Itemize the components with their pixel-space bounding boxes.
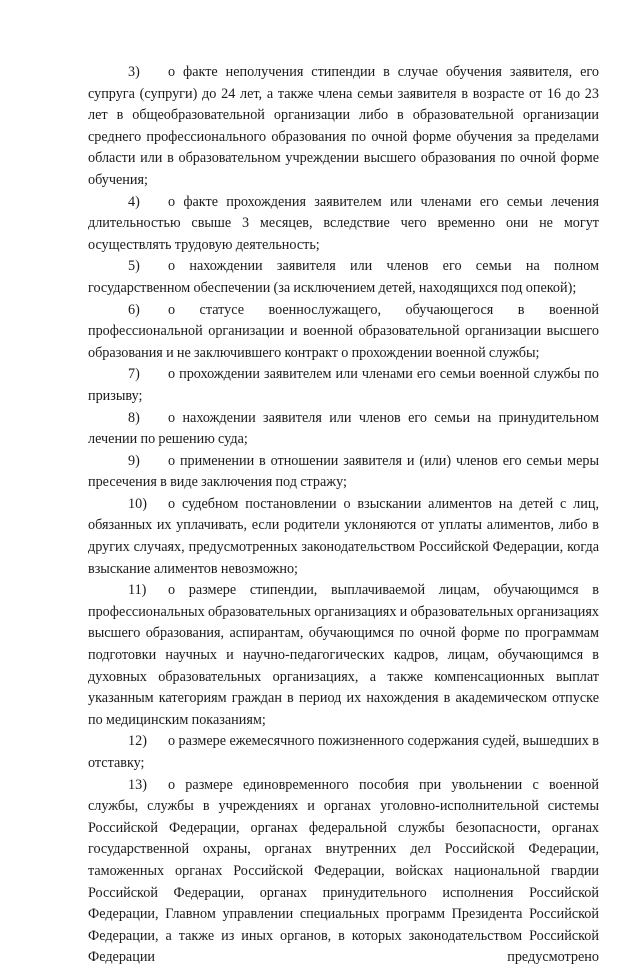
document-body <box>88 62 599 969</box>
item-number: 5) <box>128 258 140 275</box>
item-text: о размере стипендии, выплачиваемой лицам, обучающимся в профессиональных образовательных организациях и образовательных организациях высшего образования, аспирантам, обучающимся по очной форме по программам подготовки научных и научно-педагогических кадров, лицам, обучающимся в духовных образовательных организациях, а также компенсационных выплат указанным категориям граждан в период их нахождения в академическом отпуске по медицинским показаниям; <box>88 582 599 728</box>
item-text: о статусе военнослужащего, обучающегося в военной профессиональной организации и военной образовательной организации высшего образования и не заключившего контракт о прохождении военной службы; <box>88 301 599 361</box>
item-number: 11) <box>128 582 147 599</box>
list-item <box>88 408 599 451</box>
item-number: 12) <box>128 733 147 750</box>
item-text: о нахождении заявителя или членов его семьи на полном государственном обеспечении (за исключением детей, находящихся под опекой); <box>88 258 599 296</box>
item-number: 9) <box>128 452 140 469</box>
item-number: 6) <box>128 301 140 318</box>
item-number: 4) <box>128 193 140 210</box>
item-text: о прохождении заявителем или членами его семьи военной службы по призыву; <box>88 366 599 404</box>
item-text: о судебном постановлении о взыскании алиментов на детей с лиц, обязанных их уплачивать, если родители уклоняются от уплаты алиментов, либо в других случаях, предусмотренных законодательством Российской Федерации, когда взыскание алиментов невозможно; <box>88 495 599 577</box>
list-item <box>88 62 599 192</box>
list-item <box>88 256 599 299</box>
item-text: о факте неполучения стипендии в случае обучения заявителя, его супруга (супруги) до 24 лет, а также члена семьи заявителя в возрасте от 16 до 23 лет в общеобразовательной организации либо в образовательной организации среднего профессионального образования по очной форме обучения за пределами области или в образовательном учреждении высшего образования по очной форме обучения; <box>88 64 599 188</box>
list-item <box>88 775 599 969</box>
item-number: 10) <box>128 495 147 512</box>
item-text: о факте прохождения заявителем или членами его семьи лечения длительностью свыше 3 месяцев, вследствие чего временно они не могут осуществлять трудовую деятельность; <box>88 193 599 253</box>
item-number: 3) <box>128 64 140 80</box>
list-item <box>88 192 599 257</box>
item-number: 8) <box>128 409 140 426</box>
item-text: о размере ежемесячного пожизненного содержания судей, вышедших в отставку; <box>88 733 599 771</box>
list-item <box>88 494 599 580</box>
list-item <box>88 731 599 774</box>
list-item <box>88 300 599 365</box>
item-text: о нахождении заявителя или членов его семьи на принудительном лечении по решению суда; <box>88 409 599 448</box>
list-item <box>88 451 599 494</box>
item-text: о размере единовременного пособия при увольнении с военной службы, службы в учреждениях и органах уголовно-исполнительной системы Российской Федерации, органах федеральной службы безопасности, органах государственной охраны, органах внутренних дел Российской Федерации, таможенных органах Российской Федерации, войсках национальной гвардии Российской Федерации, органах принудительного исполнения Российской Федерации, Главном управлении специальных программ Президента Российской Федерации, а также из иных органов, в которых законодательством Российской Федерации предусмотрено <box>88 776 599 966</box>
list-item <box>88 580 599 731</box>
item-text: о применении в отношении заявителя и (или) членов его семьи меры пресечения в виде заключения под стражу; <box>88 452 599 491</box>
item-number: 7) <box>128 366 140 383</box>
list-item <box>88 364 599 407</box>
item-number: 13) <box>128 776 147 793</box>
